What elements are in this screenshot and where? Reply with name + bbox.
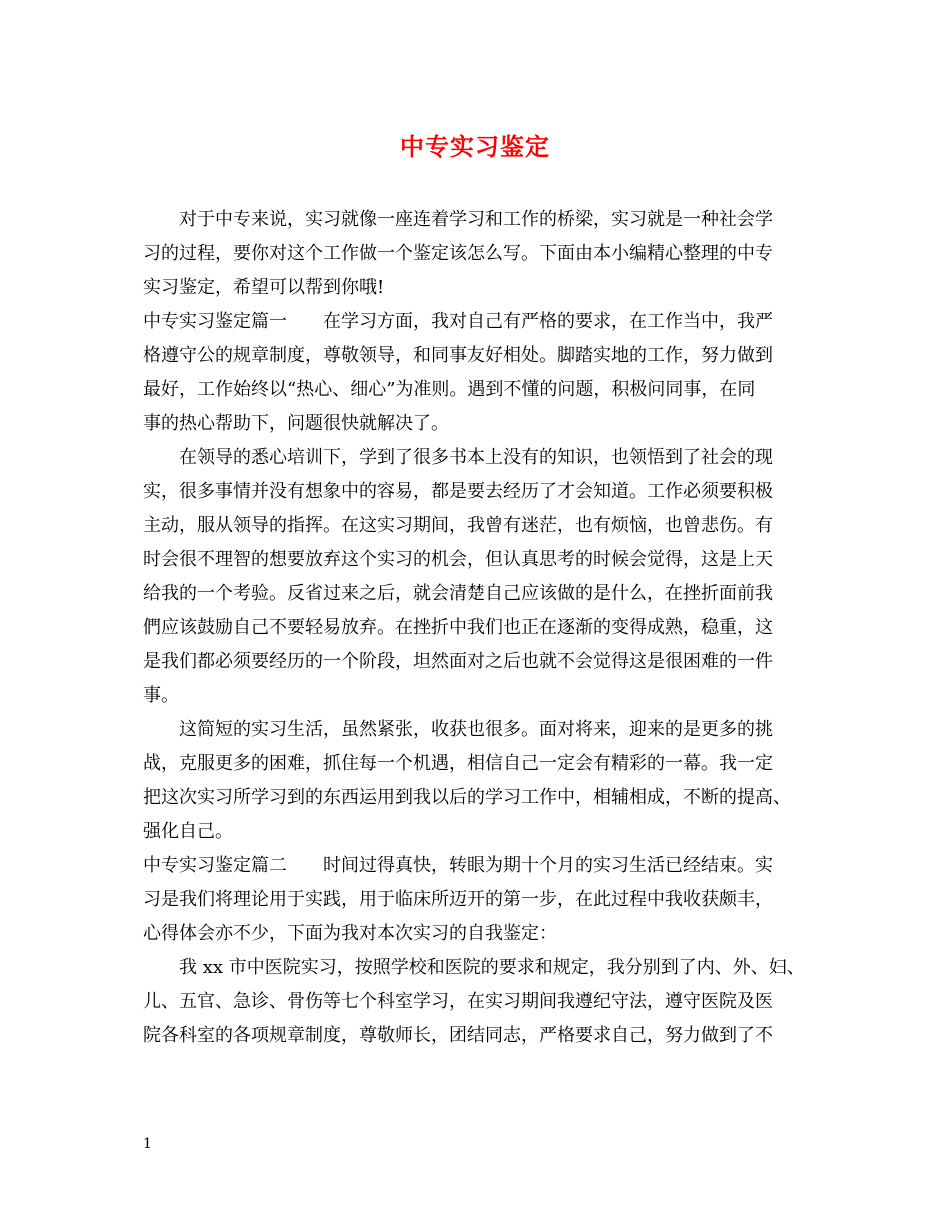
text-line: 是我们都必须要经历的一个阶段，坦然面对之后也就不会觉得这是很困难的一件	[143, 651, 773, 672]
text-line: 战，克服更多的困难，抓住每一个机遇，相信自己一定会有精彩的一幕。我一定	[143, 753, 773, 774]
text-line: 习是我们将理论用于实践，用于临床所迈开的第一步，在此过程中我收获颇丰，	[143, 889, 773, 910]
text-line: 最好，工作始终以“热心、细心”为准则。遇到不懂的问题，积极问同事，在同	[143, 379, 756, 400]
text-line: 实习鉴定，希望可以帮到你哦!	[143, 277, 385, 298]
text-line: 心得体会亦不少，下面为我对本次实习的自我鉴定：	[143, 923, 557, 944]
page-number: 1	[143, 1136, 152, 1152]
text-line: 强化自己。	[143, 821, 233, 842]
text-line: 这简短的实习生活，虽然紧张，收获也很多。面对将来，迎来的是更多的挑	[179, 719, 773, 740]
text-line: 院各科室的各项规章制度，尊敬师长，团结同志，严格要求自己，努力做到了不	[143, 1025, 773, 1046]
text-line: 主动，服从领导的指挥。在这实习期间，我曾有迷茫，也有烦恼，也曾悲伤。有	[143, 515, 773, 536]
text-line: 事的热心帮助下，问题很快就解决了。	[143, 413, 449, 434]
text-line: 在领导的悉心培训下，学到了很多书本上没有的知识，也领悟到了社会的现	[179, 447, 773, 468]
text-line: 给我的一个考验。反省过来之后，就会清楚自己应该做的是什么，在挫折面前我	[143, 583, 773, 604]
page-title: 中专实习鉴定	[400, 132, 550, 161]
text-line: 儿、五官、急诊、骨伤等七个科室学习，在实习期间我遵纪守法，遵守医院及医	[143, 991, 773, 1012]
document-body	[143, 203, 823, 1053]
text-line: 时会很不理智的想要放弃这个实习的机会，但认真思考的时候会觉得，这是上天	[143, 549, 773, 570]
text-line: 习的过程，要你对这个工作做一个鉴定该怎么写。下面由本小编精心整理的中专	[143, 243, 773, 264]
text-line: 我 xx 市中医院实习，按照学校和医院的要求和规定，我分别到了内、外、妇、	[179, 957, 805, 978]
text-line: 們应该鼓励自己不要轻易放弃。在挫折中我们也正在逐渐的变得成熟，稳重，这	[143, 617, 773, 638]
text-line: 把这次实习所学习到的东西运用到我以后的学习工作中，相辅相成，不断的提高、	[143, 787, 791, 808]
text-line: 中专实习鉴定篇一 在学习方面，我对自己有严格的要求，在工作当中，我严	[143, 311, 773, 332]
text-line: 中专实习鉴定篇二 时间过得真快，转眼为期十个月的实习生活已经结束。实	[143, 855, 773, 876]
text-line: 实，很多事情并没有想象中的容易，都是要去经历了才会知道。工作必须要积极	[143, 481, 773, 502]
text-line: 格遵守公的规章制度，尊敬领导，和同事友好相处。脚踏实地的工作，努力做到	[143, 345, 773, 366]
text-line: 对于中专来说，实习就像一座连着学习和工作的桥梁，实习就是一种社会学	[179, 209, 773, 230]
text-line: 事。	[143, 685, 179, 706]
